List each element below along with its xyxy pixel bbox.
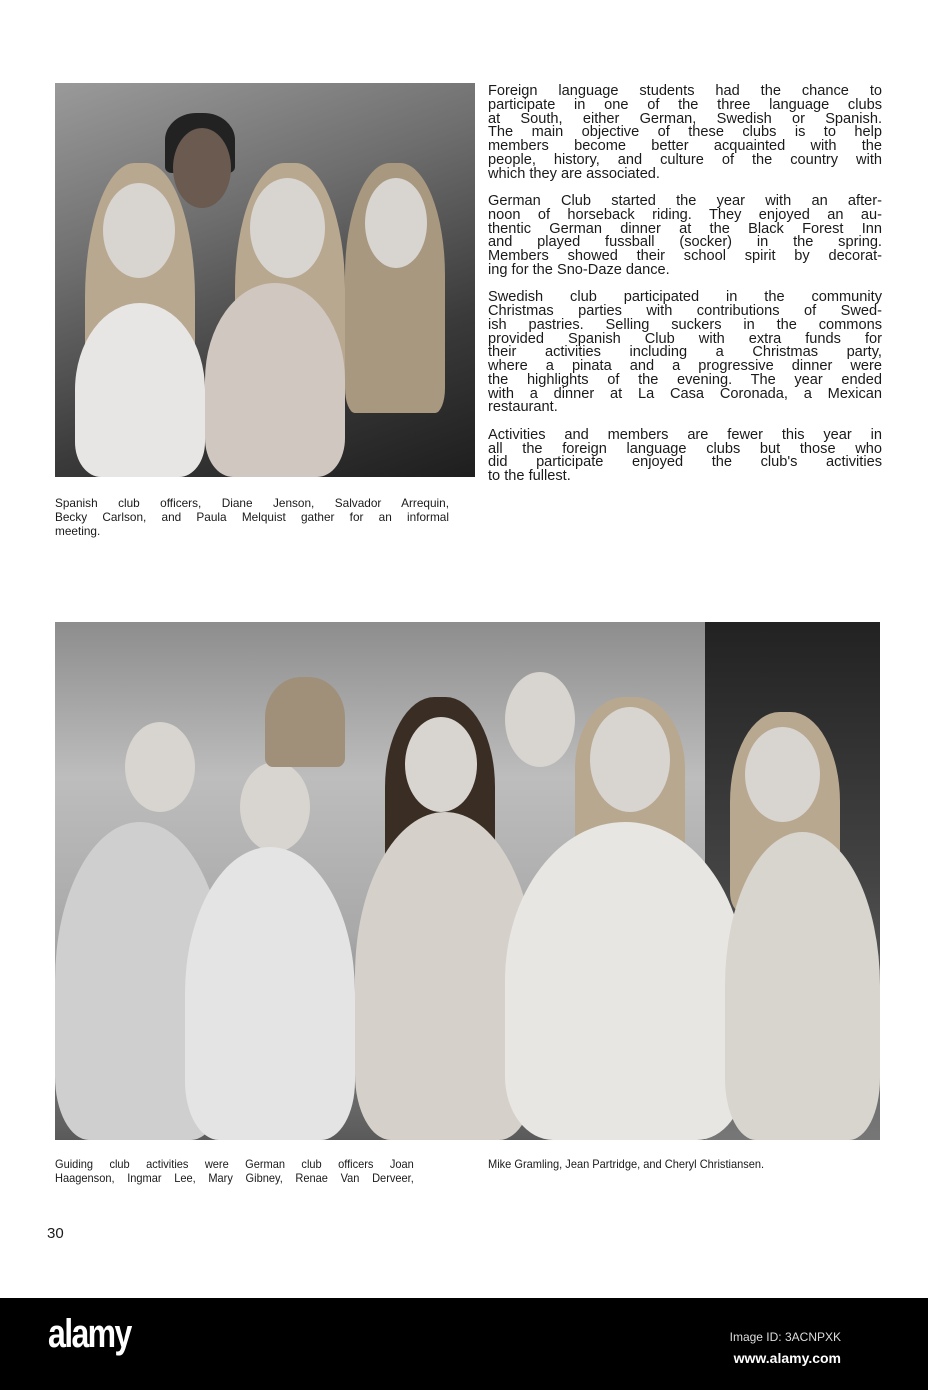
article-paragraph: [488, 426, 882, 484]
article-line: people, history, and culture of the country with: [488, 151, 882, 168]
photo-german-club-officers: [55, 622, 880, 1140]
photo-spanish-club-officers: [55, 83, 475, 477]
caption-bottom-photo-right: Mike Gramling, Jean Partridge, and Cheryl Christiansen.: [488, 1157, 765, 1171]
article-line: thentic German dinner at the Black Forest Inn: [488, 220, 882, 237]
article-line: The main objective of these clubs is to help: [488, 124, 882, 141]
watermark-footer: [0, 1298, 928, 1390]
article-line: participate in one of the three language clubs: [488, 96, 882, 113]
image-id: Image ID: 3ACNPXK: [729, 1330, 841, 1344]
article-line: provided Spanish Club with extra funds for: [488, 330, 882, 347]
article-line: Members showed their school spirit by decorat-: [488, 248, 882, 264]
caption-line: Guiding club activities were German club officers Joan: [55, 1157, 414, 1171]
article-line: which they are associated.: [488, 165, 660, 182]
caption-line: Spanish club officers, Diane Jenson, Salvador Arrequin,: [55, 496, 449, 510]
article-line: with a dinner at La Casa Coronada, a Mexican: [488, 385, 882, 402]
article-line: German Club started the year with an after-: [488, 193, 882, 209]
article-line: all the foreign language clubs but those who: [488, 440, 882, 457]
article-line: did participate enjoyed the club's activities: [488, 454, 882, 471]
article-line: to the fullest.: [488, 468, 571, 484]
caption-line: Becky Carlson, and Paula Melquist gather for an informal: [55, 509, 449, 524]
article-body: [488, 85, 882, 498]
caption-bottom-photo-left: [55, 1158, 414, 1186]
article-line: ish pastries. Selling suckers in the commons: [488, 316, 882, 333]
article-line: Christmas parties with contributions of Swed-: [488, 303, 882, 319]
article-line: where a pinata and a progressive dinner were: [488, 358, 882, 374]
article-line: at South, either German, Swedish or Spanish.: [488, 110, 882, 127]
article-paragraph: [488, 291, 882, 415]
article-line: their activities including a Christmas party,: [488, 344, 882, 361]
article-line: Foreign language students had the chance to: [488, 83, 882, 99]
article-line: ing for the Sno-Daze dance.: [488, 261, 670, 278]
footer-url: www.alamy.com: [733, 1350, 841, 1366]
article-line: noon of horseback riding. They enjoyed an au-: [488, 206, 882, 223]
caption-line: meeting.: [55, 523, 101, 538]
alamy-logo: alamy: [48, 1312, 131, 1356]
article-line: restaurant.: [488, 399, 558, 416]
article-paragraph: [488, 195, 882, 278]
article-paragraph: [488, 85, 882, 181]
article-line: members become better acquainted with the: [488, 138, 882, 154]
article-line: the highlights of the evening. The year ended: [488, 371, 882, 388]
caption-line: Haagenson, Ingmar Lee, Mary Gibney, Renae Van Derveer,: [55, 1170, 414, 1185]
article-line: Swedish club participated in the community: [488, 289, 882, 306]
caption-top-photo: [55, 497, 449, 538]
page-number: 30: [47, 1225, 64, 1242]
article-line: Activities and members are fewer this year in: [488, 426, 882, 443]
article-line: and played fussball (socker) in the spring.: [488, 234, 882, 251]
